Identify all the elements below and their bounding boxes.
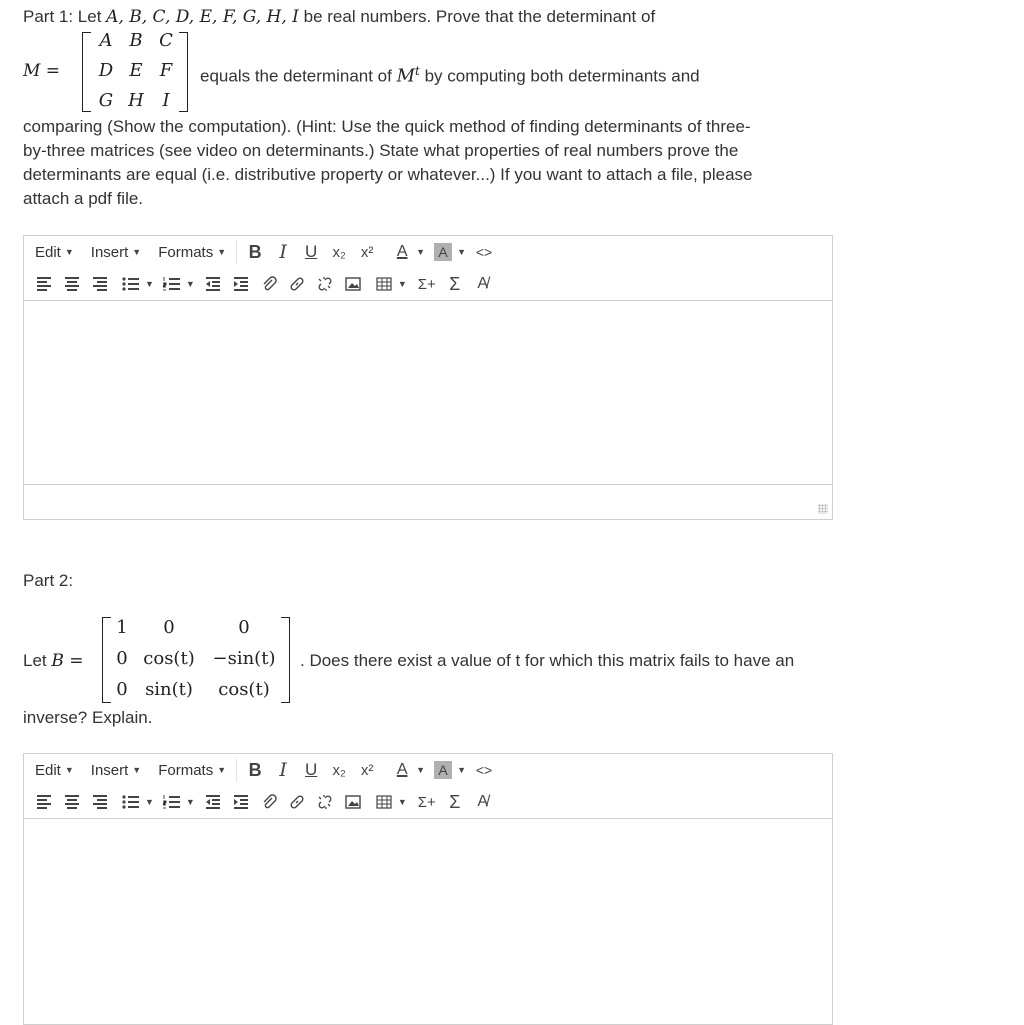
answer-editor-1[interactable]: [23, 235, 833, 520]
edit-menu[interactable]: Edit ▼: [35, 761, 74, 779]
sigma-icon[interactable]: Σ: [449, 273, 461, 294]
align-right-icon[interactable]: [89, 272, 111, 296]
part1-body-line: attach a pdf file.: [23, 189, 144, 208]
table-icon[interactable]: [373, 790, 395, 814]
superscript-button[interactable]: x²: [360, 243, 374, 261]
matrix-b-cell: cos(t): [218, 679, 270, 700]
italic-button[interactable]: I: [279, 759, 287, 781]
matrix-b: [100, 615, 292, 705]
table-icon[interactable]: [373, 272, 395, 296]
caret-down-icon: ▼: [217, 247, 227, 257]
insert-menu[interactable]: Insert ▼: [90, 761, 142, 779]
bold-button[interactable]: B: [248, 759, 262, 780]
formats-menu[interactable]: Formats ▼: [158, 761, 227, 779]
part1-body-line: comparing (Show the computation). (Hint: Use the quick method of finding determinants of three-: [23, 117, 751, 136]
superscript-button[interactable]: x²: [360, 761, 374, 779]
align-center-icon[interactable]: [61, 272, 83, 296]
part2-tail: inverse? Explain.: [23, 708, 153, 727]
italic-button[interactable]: I: [279, 241, 287, 263]
font-color-button[interactable]: A: [396, 761, 408, 778]
align-left-icon[interactable]: [33, 272, 55, 296]
image-icon[interactable]: [342, 272, 364, 296]
part1-variables: A, B, C, D, E, F, G, H, I: [106, 7, 299, 27]
matrix-m-cell: A: [99, 30, 113, 51]
caret-down-icon: ▼: [64, 247, 74, 257]
underline-button[interactable]: U: [305, 242, 318, 261]
indent-icon[interactable]: [230, 272, 252, 296]
part2-heading: Part 2:: [23, 571, 74, 590]
sigma-icon[interactable]: Σ: [449, 791, 461, 812]
caret-down-icon[interactable]: ▼: [397, 279, 407, 289]
align-right-icon[interactable]: [89, 790, 111, 814]
part2-let: Let B =: [23, 651, 84, 671]
caret-down-icon: ▼: [132, 765, 142, 775]
bullet-list-icon[interactable]: [120, 272, 142, 296]
background-color-button[interactable]: A: [434, 243, 452, 261]
matrix-b-cell: 0: [238, 617, 250, 638]
matrix-b-cell: sin(t): [145, 679, 193, 700]
special-character-button[interactable]: A̸: [477, 275, 489, 292]
bullet-list-icon[interactable]: [120, 790, 142, 814]
resize-handle-icon[interactable]: [818, 504, 828, 514]
equation-editor-button[interactable]: Σ+: [417, 793, 436, 811]
matrix-m-cell: F: [159, 60, 173, 81]
formats-menu[interactable]: Formats ▼: [158, 243, 227, 261]
bold-button[interactable]: B: [248, 241, 262, 262]
caret-down-icon[interactable]: ▼: [416, 247, 426, 257]
editor-content-area[interactable]: [24, 819, 832, 1002]
editor-content-area[interactable]: [24, 301, 832, 484]
caret-down-icon[interactable]: ▼: [416, 765, 426, 775]
editor-statusbar: [24, 484, 832, 517]
matrix-m-label: M =: [23, 61, 61, 81]
matrix-m: [80, 30, 190, 114]
source-code-button[interactable]: <>: [475, 244, 493, 260]
matrix-m-cell: E: [129, 60, 143, 81]
matrix-b-cell: cos(t): [143, 648, 195, 669]
align-left-icon[interactable]: [33, 790, 55, 814]
answer-editor-2[interactable]: [23, 753, 833, 1025]
unlink-icon[interactable]: [314, 790, 336, 814]
part1-body-line: by-three matrices (see video on determinants.) State what properties of real numbers prove the: [23, 141, 739, 160]
unlink-icon[interactable]: [314, 272, 336, 296]
align-center-icon[interactable]: [61, 790, 83, 814]
attachment-icon[interactable]: [258, 272, 280, 296]
matrix-m-cell: D: [98, 60, 114, 81]
caret-down-icon[interactable]: ▼: [185, 797, 195, 807]
edit-menu[interactable]: Edit ▼: [35, 243, 74, 261]
font-color-button[interactable]: A: [396, 243, 408, 260]
matrix-m-cell: G: [98, 90, 114, 111]
caret-down-icon[interactable]: ▼: [457, 247, 466, 257]
caret-down-icon[interactable]: ▼: [145, 279, 154, 289]
subscript-button[interactable]: x₂: [332, 761, 346, 779]
outdent-icon[interactable]: [202, 790, 224, 814]
outdent-icon[interactable]: [202, 272, 224, 296]
subscript-button[interactable]: x₂: [332, 243, 346, 261]
image-icon[interactable]: [342, 790, 364, 814]
link-icon[interactable]: [286, 790, 308, 814]
caret-down-icon: ▼: [132, 247, 142, 257]
editor-toolbar: [24, 754, 832, 819]
part2-question: . Does there exist a value of t for which this matrix fails to have an: [300, 651, 795, 670]
background-color-button[interactable]: A: [434, 761, 452, 779]
underline-button[interactable]: U: [305, 760, 318, 779]
matrix-m-cell: I: [162, 90, 170, 111]
part1-intro: Part 1: Let A, B, C, D, E, F, G, H, I be real numbers. Prove that the determinant of: [23, 7, 656, 27]
matrix-b-cell: 0: [116, 679, 128, 700]
part1-body-line: determinants are equal (i.e. distributive property or whatever...) If you want to attach a file, please: [23, 165, 753, 184]
matrix-b-cell: 1: [116, 617, 128, 638]
editor-toolbar: [24, 236, 832, 301]
caret-down-icon[interactable]: ▼: [397, 797, 407, 807]
attachment-icon[interactable]: [258, 790, 280, 814]
insert-menu[interactable]: Insert ▼: [90, 243, 142, 261]
matrix-b-cell: −sin(t): [212, 648, 276, 669]
equation-editor-button[interactable]: Σ+: [417, 275, 436, 293]
link-icon[interactable]: [286, 272, 308, 296]
matrix-m-cell: B: [129, 30, 143, 51]
caret-down-icon[interactable]: ▼: [185, 279, 195, 289]
matrix-b-cell: 0: [163, 617, 175, 638]
matrix-m-cell: C: [159, 30, 173, 51]
matrix-m-cell: H: [128, 90, 144, 111]
caret-down-icon[interactable]: ▼: [145, 797, 154, 807]
caret-down-icon[interactable]: ▼: [457, 765, 466, 775]
caret-down-icon: ▼: [64, 765, 74, 775]
source-code-button[interactable]: <>: [475, 762, 493, 778]
special-character-button[interactable]: A̸: [477, 793, 489, 810]
numbered-list-icon[interactable]: [161, 272, 183, 296]
part1-transpose-sentence: equals the determinant of $M^t$ by computing both determinants and: [200, 64, 700, 87]
indent-icon[interactable]: [230, 790, 252, 814]
numbered-list-icon[interactable]: [161, 790, 183, 814]
matrix-b-cell: 0: [116, 648, 128, 669]
caret-down-icon: ▼: [217, 765, 227, 775]
